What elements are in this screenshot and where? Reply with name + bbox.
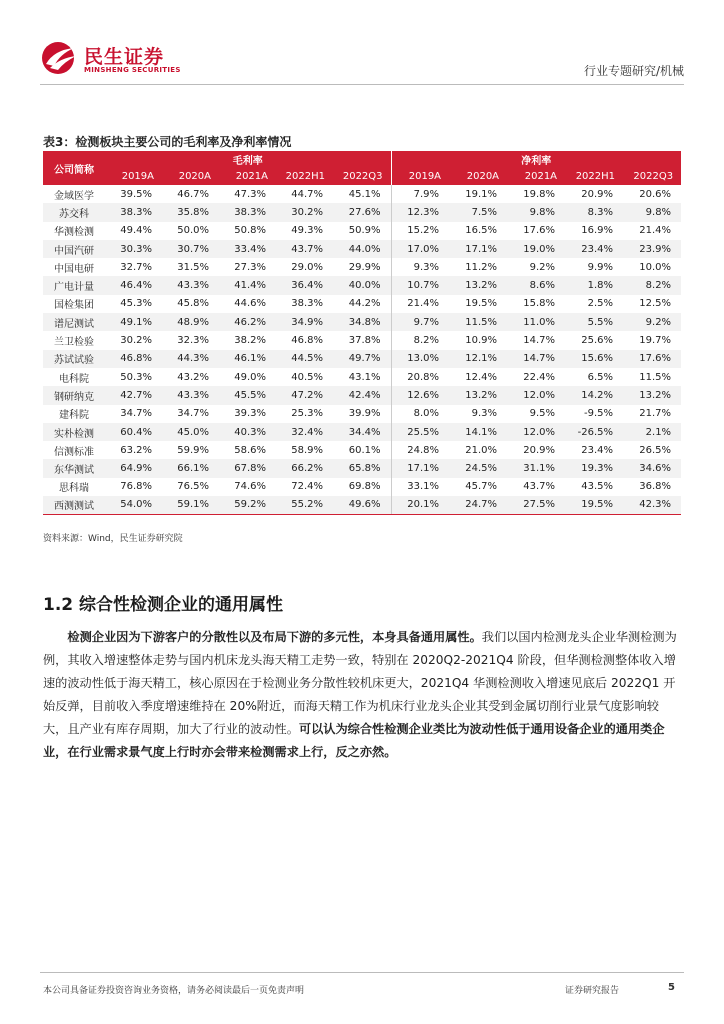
net-margin-cell: 27.5%: [507, 496, 565, 514]
net-margin-cell: 21.7%: [639, 408, 672, 420]
gross-margin-cell: 44.0%: [333, 240, 391, 258]
net-margin-cell: 17.1%: [391, 459, 449, 477]
net-margin-cell: 20.8%: [391, 368, 449, 386]
gross-margin-cell: 59.2%: [219, 496, 276, 514]
gross-margin-cell: 60.1%: [348, 444, 381, 456]
gross-margin-cell: 32.4%: [276, 423, 333, 441]
net-margin-cell: -26.5%: [565, 423, 623, 441]
net-margin-cell: 17.1%: [449, 240, 507, 258]
gross-margin-cell: 35.8%: [162, 203, 219, 221]
company-name-cell: 金域医学: [54, 190, 94, 202]
company-name-cell: 苏试试验: [43, 350, 105, 368]
col-company-header: 公司简称: [43, 151, 105, 185]
company-name-cell: 兰卫检验: [54, 337, 94, 349]
company-name-cell: 谱尼测试: [43, 313, 105, 331]
gross-margin-cell: 63.2%: [120, 444, 152, 456]
gross-margin-cell: 46.1%: [219, 350, 276, 368]
net-margin-cell: 21.4%: [639, 225, 672, 237]
gross-margin-cell: 30.7%: [162, 240, 219, 258]
net-margin-cell: 34.6%: [623, 459, 681, 477]
net-margin-group-header: 净利率: [391, 151, 681, 168]
gross-margin-cell: 45.1%: [348, 188, 381, 200]
gross-margin-cell: 34.4%: [333, 423, 391, 441]
gross-margin-cell: 42.4%: [333, 386, 391, 404]
gross-margin-cell: 43.7%: [276, 240, 333, 258]
gross-margin-cell: 32.3%: [177, 335, 209, 347]
gross-margin-cell: 50.3%: [120, 371, 152, 383]
gross-margin-cell: 34.7%: [120, 408, 152, 420]
table-row: [43, 276, 681, 294]
table-row: [43, 222, 681, 240]
page-number: 5: [668, 982, 675, 993]
gross-margin-cell: 67.8%: [219, 459, 276, 477]
period-header: 2020A: [162, 168, 219, 185]
net-margin-cell: 12.0%: [507, 386, 565, 404]
logo-cn-text: 民生证券: [84, 46, 165, 68]
page-header: [0, 0, 724, 90]
gross-margin-cell: 25.3%: [291, 408, 323, 420]
gross-margin-cell: 27.6%: [333, 203, 391, 221]
logo-mark-icon: [40, 40, 80, 76]
net-margin-cell: 8.6%: [507, 276, 565, 294]
company-name-cell: 苏交科: [43, 203, 105, 221]
net-margin-cell: 7.9%: [391, 185, 449, 203]
table-row: [43, 258, 681, 276]
company-logo: [40, 40, 180, 80]
gross-margin-cell: 58.6%: [234, 444, 266, 456]
company-name-cell: 国检集团: [54, 300, 94, 312]
net-margin-cell: 43.7%: [523, 481, 556, 493]
net-margin-cell: 15.8%: [523, 298, 556, 310]
net-margin-cell: 21.4%: [391, 295, 449, 313]
net-margin-cell: 5.5%: [565, 313, 623, 331]
gross-margin-cell: 50.9%: [348, 225, 381, 237]
gross-margin-cell: 59.1%: [162, 496, 219, 514]
company-name-cell: 东华测试: [43, 459, 105, 477]
net-margin-cell: 9.9%: [587, 261, 614, 273]
period-header: 2022H1: [565, 168, 623, 185]
company-name-cell: 中国汽研: [43, 240, 105, 258]
net-margin-cell: 10.0%: [639, 261, 672, 273]
net-margin-cell: 1.8%: [565, 276, 623, 294]
net-margin-cell: 19.5%: [565, 496, 623, 514]
logo-en-text: MINSHENG SECURITIES: [84, 66, 181, 74]
table-row: [43, 405, 681, 423]
net-margin-cell: 8.0%: [391, 405, 449, 423]
gross-margin-cell: 76.8%: [120, 481, 152, 493]
gross-margin-cell: 29.0%: [291, 261, 323, 273]
gross-margin-cell: 29.9%: [348, 261, 381, 273]
net-margin-cell: -9.5%: [584, 408, 614, 420]
gross-margin-cell: 74.6%: [234, 481, 266, 493]
gross-margin-cell: 66.1%: [162, 459, 219, 477]
gross-margin-cell: 58.9%: [291, 444, 323, 456]
net-margin-cell: 19.0%: [507, 240, 565, 258]
net-margin-cell: 21.0%: [465, 444, 498, 456]
net-margin-cell: 22.4%: [523, 371, 556, 383]
gross-margin-cell: 46.8%: [291, 335, 323, 347]
margin-table: [43, 151, 681, 515]
table-row: [43, 240, 681, 258]
net-margin-cell: 19.8%: [523, 188, 556, 200]
company-name-cell: 华测检测: [54, 227, 94, 239]
bold-intro-text: 检测企业因为下游客户的分散性以及布局下游的多元性，本身具备通用属性。: [67, 630, 482, 644]
net-margin-cell: 6.5%: [587, 371, 614, 383]
gross-margin-cell: 31.5%: [177, 261, 209, 273]
net-margin-cell: 10.9%: [465, 335, 498, 347]
gross-margin-cell: 50.0%: [177, 225, 209, 237]
net-margin-cell: 23.4%: [565, 240, 623, 258]
bold-outro-text: 可以认为综合性检测企业类比为波动性低于通用设备企业的通用类企业，在行业需求景气度上行时亦会带来检测需求上行，反之亦然。: [43, 722, 665, 759]
net-margin-cell: 9.8%: [507, 203, 565, 221]
net-margin-cell: 25.5%: [391, 423, 449, 441]
net-margin-cell: 8.2%: [623, 276, 681, 294]
net-margin-cell: 14.7%: [523, 335, 556, 347]
net-margin-cell: 10.7%: [391, 276, 449, 294]
period-header: 2019A: [105, 168, 162, 185]
gross-margin-cell: 44.5%: [276, 350, 333, 368]
body-paragraph: [43, 626, 683, 764]
net-margin-cell: 12.1%: [449, 350, 507, 368]
gross-margin-cell: 50.8%: [234, 225, 266, 237]
net-margin-cell: 17.6%: [623, 350, 681, 368]
net-margin-cell: 16.5%: [465, 225, 498, 237]
net-margin-cell: 11.0%: [507, 313, 565, 331]
net-margin-cell: 8.3%: [565, 203, 623, 221]
normal-text: 我们以国内检测龙头企业华测检测为例，其收入增速整体走势与国内机床龙头海天精工走势一致，特别在 2020Q2-2021Q4 阶段，但华测检测整体收入增速的波动性低于海天精工，核心原因在于检测业务分散性较机床更大，2021Q4 华测检测收入增速见底后 2022Q1 开始反弹，目前收入季度增速维持在 20%附近，而海天精工作为机床行业龙头企业其受到金属切削行业景气度影响较大，且产业有库存周期，加大了行业的波动性。: [43, 630, 677, 736]
gross-margin-cell: 54.0%: [105, 496, 162, 514]
net-margin-cell: 13.0%: [391, 350, 449, 368]
gross-margin-cell: 44.2%: [348, 298, 381, 310]
gross-margin-cell: 37.8%: [348, 335, 381, 347]
gross-margin-cell: 30.2%: [120, 335, 152, 347]
net-margin-cell: 20.9%: [523, 444, 556, 456]
net-margin-cell: 36.8%: [639, 481, 672, 493]
gross-margin-cell: 43.3%: [162, 276, 219, 294]
company-name-cell: 实朴检测: [43, 423, 105, 441]
gross-margin-cell: 30.2%: [276, 203, 333, 221]
gross-margin-cell: 46.4%: [105, 276, 162, 294]
period-header: 2019A: [391, 168, 449, 185]
net-margin-cell: 14.2%: [565, 386, 623, 404]
net-margin-cell: 20.9%: [581, 188, 614, 200]
net-margin-cell: 24.8%: [391, 441, 449, 459]
net-margin-cell: 31.1%: [507, 459, 565, 477]
net-margin-cell: 23.9%: [623, 240, 681, 258]
gross-margin-cell: 48.9%: [162, 313, 219, 331]
net-margin-cell: 9.3%: [391, 258, 449, 276]
gross-margin-cell: 49.0%: [234, 371, 266, 383]
table-row: [43, 350, 681, 368]
footer-divider: [40, 972, 684, 973]
gross-margin-cell: 49.3%: [291, 225, 323, 237]
net-margin-cell: 13.2%: [623, 386, 681, 404]
gross-margin-cell: 34.9%: [276, 313, 333, 331]
period-header: 2022Q3: [623, 168, 681, 185]
net-margin-cell: 20.1%: [391, 496, 449, 514]
net-margin-cell: 16.9%: [581, 225, 614, 237]
gross-margin-cell: 38.2%: [234, 335, 266, 347]
gross-margin-cell: 46.2%: [219, 313, 276, 331]
company-name-cell: 思科瑞: [59, 483, 89, 495]
company-name-cell: 信测标准: [54, 446, 94, 458]
net-margin-cell: 42.3%: [623, 496, 681, 514]
net-margin-cell: 19.5%: [465, 298, 498, 310]
period-header: 2021A: [507, 168, 565, 185]
table-row: [43, 386, 681, 404]
table-body: [43, 185, 681, 514]
table-title: 表3：检测板块主要公司的毛利率及净利率情况: [43, 135, 292, 149]
company-name-cell: 电科院: [59, 373, 89, 385]
table-period-header-row: [43, 168, 681, 185]
net-margin-cell: 14.7%: [507, 350, 565, 368]
table-source: 资料来源：Wind，民生证券研究院: [43, 534, 183, 544]
gross-margin-cell: 38.3%: [219, 203, 276, 221]
table-row: [43, 423, 681, 441]
gross-margin-cell: 49.6%: [333, 496, 391, 514]
net-margin-cell: 11.5%: [449, 313, 507, 331]
table-row: [43, 295, 681, 313]
table-row: [43, 368, 681, 386]
net-margin-cell: 26.5%: [639, 444, 672, 456]
gross-margin-cell: 45.3%: [120, 298, 152, 310]
gross-margin-cell: 40.0%: [333, 276, 391, 294]
gross-margin-cell: 65.8%: [333, 459, 391, 477]
gross-margin-cell: 40.3%: [219, 423, 276, 441]
gross-margin-cell: 34.7%: [177, 408, 209, 420]
table-row: [43, 459, 681, 477]
table-row: [43, 441, 681, 459]
net-margin-cell: 2.5%: [587, 298, 614, 310]
net-margin-cell: 8.2%: [391, 331, 449, 349]
gross-margin-cell: 45.8%: [177, 298, 209, 310]
net-margin-cell: 15.6%: [565, 350, 623, 368]
gross-margin-cell: 55.2%: [276, 496, 333, 514]
gross-margin-cell: 32.7%: [120, 261, 152, 273]
period-header: 2020A: [449, 168, 507, 185]
table-row: [43, 478, 681, 496]
net-margin-cell: 43.5%: [581, 481, 614, 493]
net-margin-cell: 19.3%: [565, 459, 623, 477]
table-group-header-row: [43, 151, 681, 168]
net-margin-cell: 25.6%: [581, 335, 614, 347]
footer-report-type: 证券研究报告: [565, 986, 620, 996]
net-margin-cell: 12.6%: [391, 386, 449, 404]
net-margin-cell: 11.5%: [639, 371, 672, 383]
gross-margin-group-header: 毛利率: [105, 151, 391, 168]
table-row: [43, 185, 681, 203]
section-title: 1.2 综合性检测企业的通用属性: [43, 595, 284, 615]
gross-margin-cell: 60.4%: [105, 423, 162, 441]
gross-margin-cell: 40.5%: [291, 371, 323, 383]
gross-margin-cell: 27.3%: [234, 261, 266, 273]
net-margin-cell: 45.7%: [465, 481, 498, 493]
net-margin-cell: 33.1%: [391, 478, 449, 496]
company-name-cell: 建科院: [59, 410, 89, 422]
gross-margin-cell: 49.7%: [333, 350, 391, 368]
net-margin-cell: 13.2%: [449, 386, 507, 404]
gross-margin-cell: 44.6%: [234, 298, 266, 310]
net-margin-cell: 23.4%: [581, 444, 614, 456]
net-margin-cell: 9.5%: [529, 408, 556, 420]
net-margin-cell: 11.2%: [465, 261, 498, 273]
table-row: [43, 496, 681, 514]
gross-margin-cell: 36.4%: [276, 276, 333, 294]
company-name-cell: 钢研纳克: [43, 386, 105, 404]
net-margin-cell: 9.8%: [623, 203, 681, 221]
gross-margin-cell: 59.9%: [177, 444, 209, 456]
net-margin-cell: 2.1%: [623, 423, 681, 441]
gross-margin-cell: 45.0%: [162, 423, 219, 441]
net-margin-cell: 12.0%: [507, 423, 565, 441]
report-category: 行业专题研究/机械: [583, 64, 684, 78]
net-margin-cell: 12.5%: [639, 298, 672, 310]
net-margin-cell: 14.1%: [449, 423, 507, 441]
net-margin-cell: 9.2%: [623, 313, 681, 331]
net-margin-cell: 9.3%: [471, 408, 498, 420]
net-margin-cell: 24.7%: [449, 496, 507, 514]
gross-margin-cell: 43.3%: [162, 386, 219, 404]
net-margin-cell: 17.0%: [391, 240, 449, 258]
gross-margin-cell: 46.7%: [177, 188, 209, 200]
period-header: 2022Q3: [333, 168, 391, 185]
gross-margin-cell: 39.3%: [234, 408, 266, 420]
net-margin-cell: 24.5%: [449, 459, 507, 477]
net-margin-cell: 9.2%: [529, 261, 556, 273]
gross-margin-cell: 64.9%: [105, 459, 162, 477]
gross-margin-cell: 46.8%: [105, 350, 162, 368]
table-row: [43, 313, 681, 331]
net-margin-cell: 20.6%: [639, 188, 672, 200]
gross-margin-cell: 69.8%: [348, 481, 381, 493]
gross-margin-cell: 72.4%: [291, 481, 323, 493]
gross-margin-cell: 43.1%: [348, 371, 381, 383]
period-header: 2022H1: [276, 168, 333, 185]
gross-margin-cell: 43.2%: [177, 371, 209, 383]
net-margin-cell: 12.4%: [465, 371, 498, 383]
gross-margin-cell: 30.3%: [105, 240, 162, 258]
net-margin-cell: 17.6%: [523, 225, 556, 237]
gross-margin-cell: 47.2%: [276, 386, 333, 404]
gross-margin-cell: 76.5%: [177, 481, 209, 493]
net-margin-cell: 9.7%: [391, 313, 449, 331]
gross-margin-cell: 47.3%: [234, 188, 266, 200]
company-name-cell: 广电计量: [43, 276, 105, 294]
gross-margin-cell: 38.3%: [105, 203, 162, 221]
gross-margin-cell: 42.7%: [105, 386, 162, 404]
gross-margin-cell: 49.4%: [120, 225, 152, 237]
net-margin-cell: 19.7%: [639, 335, 672, 347]
gross-margin-cell: 44.7%: [291, 188, 323, 200]
gross-margin-cell: 39.9%: [348, 408, 381, 420]
header-divider: [40, 84, 684, 85]
gross-margin-cell: 45.5%: [219, 386, 276, 404]
company-name-cell: 西测测试: [43, 496, 105, 514]
company-name-cell: 中国电研: [54, 263, 94, 275]
net-margin-cell: 15.2%: [391, 222, 449, 240]
gross-margin-cell: 66.2%: [276, 459, 333, 477]
gross-margin-cell: 41.4%: [219, 276, 276, 294]
table-row: [43, 203, 681, 221]
gross-margin-cell: 39.5%: [120, 188, 152, 200]
footer-disclaimer: 本公司具备证券投资咨询业务资格，请务必阅读最后一页免责声明: [43, 986, 305, 996]
net-margin-cell: 19.1%: [465, 188, 498, 200]
gross-margin-cell: 34.8%: [333, 313, 391, 331]
net-margin-cell: 7.5%: [449, 203, 507, 221]
net-margin-cell: 13.2%: [449, 276, 507, 294]
net-margin-cell: 12.3%: [391, 203, 449, 221]
gross-margin-cell: 33.4%: [219, 240, 276, 258]
gross-margin-cell: 44.3%: [162, 350, 219, 368]
table-row: [43, 331, 681, 349]
gross-margin-cell: 49.1%: [105, 313, 162, 331]
gross-margin-cell: 38.3%: [291, 298, 323, 310]
period-header: 2021A: [219, 168, 276, 185]
section-body: [43, 626, 683, 764]
